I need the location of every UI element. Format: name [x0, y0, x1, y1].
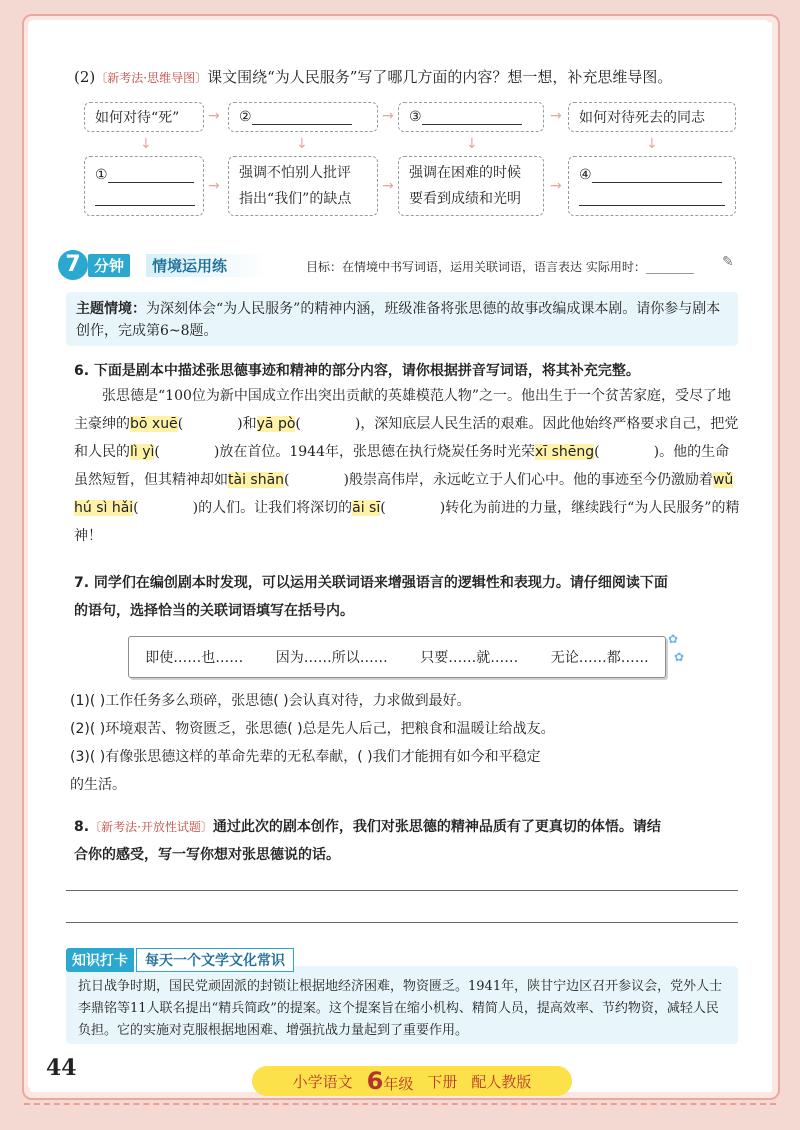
pinyin-prompt: lì yì	[130, 444, 155, 460]
mindmap-node-3[interactable]: ③	[398, 102, 544, 132]
arrow-icon: →	[382, 108, 394, 124]
conjunction-option: 因为……所以……	[275, 650, 388, 666]
mindmap-node-7: 强调在困难的时候 要看到成绩和光明	[398, 156, 544, 216]
pinyin-prompt: tài shān	[228, 472, 285, 488]
question-6-title: 6. 下面是剧本中描述张思德事迹和精神的部分内容，请你根据拼音写词语，将其补充完整。	[74, 363, 640, 379]
mindmap-node-6: 强调不怕别人批评 指出“我们”的缺点	[228, 156, 378, 216]
knowledge-card: 抗日战争时期，国民党顽固派的封锁让根据地经济困难，物资匮乏。1941年，陕甘宁边区召开参议会，党外人士李鼎铭等11人联名提出“精兵简政”的提案。这个提案旨在缩小机构、精简人员，提高效率、节约物资，减轻人民负担。它的实施对克服根据地困难、增强抗战力量起到了重要作用。	[66, 966, 738, 1044]
answer-blank[interactable]	[422, 110, 522, 125]
mindmap-node-4: 如何对待死去的同志	[568, 102, 736, 132]
answer-blank[interactable]	[579, 191, 725, 206]
question-text: 课文围绕“为人民服务”写了哪几方面的内容？想一想，补充思维导图。	[207, 68, 673, 86]
section-number-badge: 7	[58, 250, 88, 280]
section-goal: 目标：在情境中书写词语，运用关联词语，语言表达 实际用时：________	[306, 260, 694, 274]
question-8-title-line2: 合你的感受，写一写你想对张思德说的话。	[74, 847, 340, 863]
writing-line[interactable]	[66, 922, 738, 923]
question-6-passage: 张思德是“100位为新中国成立作出突出贡献的英雄模范人物”之一。他出生于一个贫苦家庭，受尽了地主豪绅的bō xuē( )和yā pò( )，深知底层人民生活的艰难。因此他始终严格要求自己，把党和人民的lì yì( )放在首位。1944年，张思德在执行烧炭任务时光荣xī shēng( )。他的生命虽然短暂，但其精神却如tài shān( )般崇高伟岸，永远屹立于人们心中。他的事迹至今仍激励着wǔ hú sì hǎi( )的人们。让我们将深切的āi sī( )转化为前进的力量，继续践行“为人民服务”的精神！	[74, 388, 740, 544]
conjunction-option: 只要……就……	[420, 650, 519, 666]
question-8-title: 8.〔新考法·开放性试题〕通过此次的剧本创作，我们对张思德的精神品质有了更真切的体悟。请结	[74, 819, 661, 835]
question-2-title	[74, 66, 672, 87]
arrow-down-icon: ↓	[646, 136, 658, 152]
conjunction-option: 无论……都……	[550, 650, 649, 666]
question-7-sentence-1[interactable]: (1)( )工作任务多么琐碎，张思德( )会认真对待，力求做到最好。	[70, 693, 471, 709]
pinyin-prompt: bō xuē	[130, 416, 178, 432]
question-7-title-line2: 的语句，选择恰当的关联词语填写在括号内。	[74, 603, 354, 619]
writing-line[interactable]	[66, 890, 738, 891]
question-7-sentence-3-cont: 的生活。	[70, 777, 126, 793]
arrow-down-icon: ↓	[140, 136, 152, 152]
flower-icon: ✿	[668, 632, 679, 646]
arrow-down-icon: ↓	[466, 136, 478, 152]
pinyin-prompt: āi sī	[352, 500, 381, 516]
knowledge-card-title: 知识打卡 每天一个文学文化常识	[66, 948, 294, 972]
section-unit: 分钟	[88, 254, 130, 277]
pinyin-prompt: yā pò	[256, 416, 296, 432]
mindmap-node-8[interactable]: ④	[568, 156, 736, 216]
question-7-sentence-3[interactable]: (3)( )有像张思德这样的革命先辈的无私奉献，( )我们才能拥有如今和平稳定	[70, 749, 541, 765]
mindmap-node-2[interactable]: ②	[228, 102, 378, 132]
conjunction-options-box	[128, 636, 666, 678]
question-number: (2)	[74, 68, 96, 86]
pinyin-prompt: wǔ hú sì hǎi	[74, 472, 734, 516]
question-7-title: 7. 同学们在编创剧本时发现，可以运用关联词语来增强语言的逻辑性和表现力。请仔细阅读下面	[74, 575, 668, 591]
answer-blank[interactable]	[95, 191, 195, 206]
pencil-icon: ✎	[722, 254, 734, 270]
conjunction-option: 即使……也……	[145, 650, 244, 666]
arrow-icon: →	[208, 108, 220, 124]
question-tag: 〔新考法·思维导图〕	[95, 71, 208, 85]
answer-blank[interactable]	[108, 168, 194, 183]
answer-blank[interactable]	[252, 110, 352, 125]
footer-badge: 小学语文 6年级 下册 配人教版	[252, 1066, 572, 1096]
question-7-sentence-2[interactable]: (2)( )环境艰苦、物资匮乏，张思德( )总是先人后己，把粮食和温暖让给战友。	[70, 721, 555, 737]
section-title: 情境运用练	[146, 254, 267, 277]
flower-icon: ✿	[674, 650, 685, 664]
pinyin-prompt: xī shēng	[534, 444, 595, 460]
arrow-icon: →	[208, 178, 220, 194]
bottom-divider	[24, 1103, 776, 1105]
arrow-icon: →	[550, 108, 562, 124]
arrow-icon: →	[550, 178, 562, 194]
mindmap-node-1: 如何对待“死”	[84, 102, 204, 132]
page-number: 44	[46, 1055, 77, 1081]
section-header	[58, 250, 748, 278]
answer-blank[interactable]	[592, 168, 722, 183]
arrow-down-icon: ↓	[296, 136, 308, 152]
arrow-icon: →	[382, 178, 394, 194]
mindmap-node-5[interactable]: ①	[84, 156, 204, 216]
theme-box: 主题情境：为深刻体会“为人民服务”的精神内涵，班级准备将张思德的故事改编成课本剧。请你参与剧本创作，完成第6~8题。	[66, 292, 738, 346]
